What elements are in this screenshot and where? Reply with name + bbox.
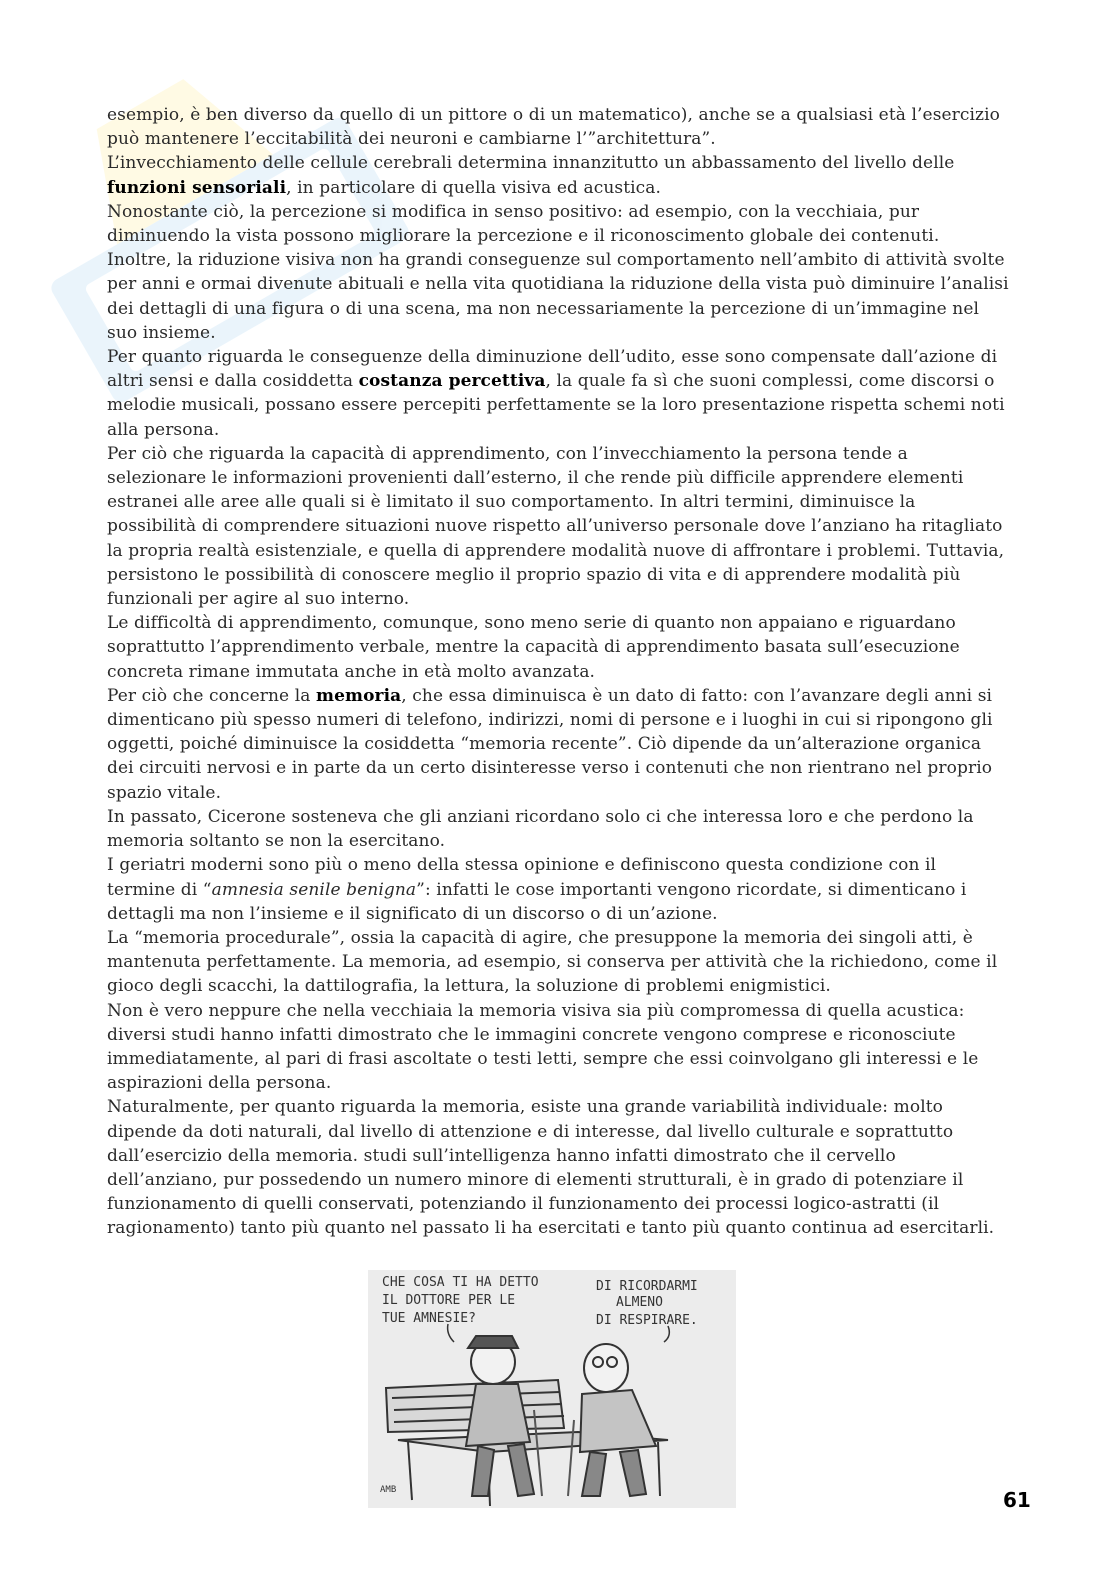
paragraph: Per ciò che riguarda la capacità di apprendimento, con l’invecchiamento la persona tende a selezionare le informazioni provenienti dall’esterno, il che rende più difficile apprendere elementi estranei alle aree alle quali si è limitato il suo comportamento. In altri termini, diminuisce la possibilità di comprendere situazioni nuove rispetto all’universo personale dove l’anziano ha ritagliato la propria realtà esistenziale, e quella di apprendere modalità nuove di affrontare i problemi. Tuttavia, persistono le possibilità di conoscere meglio il proprio spazio di vita e di apprendere modalità più funzionali per agire al suo interno. (107, 443, 1005, 610)
paragraph: La “memoria procedurale”, ossia la capacità di agire, che presuppone la memoria dei singoli atti, è mantenuta perfettamente. La memoria, ad esempio, si conserva per attività che la richiedono, come il gioco degli scacchi, la dattilografia, la lettura, la soluzione di problemi enigmistici. (107, 927, 998, 997)
paragraph: In passato, Cicerone sosteneva che gli anziani ricordano solo ci che interessa loro e che perdono la memoria soltanto se non la esercitano. (107, 806, 974, 852)
paragraph: Nonostante ciò, la percezione si modifica in senso positivo: ad esempio, con la vecchiaia, pur diminuendo la vista possono migliorare la percezione e il riconoscimento globale dei contenuti. Inoltre, la riduzione visiva non ha grandi conseguenze sul comportamento nell’ambito di attività svolte per anni e ormai divenute abituali e nella vita quotidiana la riduzione della vista può diminuire l’analisi dei dettagli di una figura o di una scena, ma non necessariamente la percezione di un’immagine nel suo insieme. (107, 201, 1009, 343)
page-number: 61 (1003, 1488, 1031, 1512)
speech-left-line-2: IL DOTTORE PER LE (382, 1293, 516, 1308)
paragraph: Per quanto riguarda le conseguenze della diminuzione dell’udito, esse sono compensate dall’azione di altri sensi e dalla cosiddetta costanza percettiva, la quale fa sì che suoni complessi, come discorsi o melodie musicali, possano essere percepiti perfettamente se la loro presentazione rispetta schemi noti alla persona. (107, 347, 1005, 440)
bold-term: costanza percettiva (358, 371, 546, 392)
cartoon-illustration (368, 1270, 736, 1508)
speech-left-line-3: TUE AMNESIE? (382, 1311, 476, 1326)
paragraph: esempio, è ben diverso da quello di un pittore o di un matematico), anche se a qualsiasi età l’esercizio può mantenere l’eccitabilità dei neuroni e cambiarne l’”architettura”. (107, 105, 1000, 150)
paragraph: Naturalmente, per quanto riguarda la memoria, esiste una grande variabilità individuale: molto dipende da doti naturali, dal livello di attenzione e di interesse, dal livello culturale e soprattutto dall’esercizio della memoria. studi sull’intelligenza hanno infatti dimostrato che il cervello dell’anziano, pur possedendo un numero minore di elementi strutturali, è in grado di potenziare il funzionamento di quelli conservati, potenziando il funzionamento dei processi logico-astratti (il ragionamento) tanto più quanto nel passato li ha esercitati e tanto più quanto continua ad esercitarli. (107, 1097, 995, 1239)
bold-term: memoria (316, 685, 402, 706)
body-text (107, 103, 1009, 1241)
speech-right-line-1: DI RICORDARMI (596, 1279, 698, 1294)
speech-right-line-3: DI RESPIRARE. (596, 1313, 698, 1328)
cartoon-signature: AMB (380, 1485, 397, 1495)
paragraph: L’invecchiamento delle cellule cerebrali determina innanzitutto un abbassamento del livello delle funzioni sensoriali, in particolare di quella visiva ed acustica. (107, 153, 955, 198)
speech-left-line-1: CHE COSA TI HA DETTO (382, 1275, 539, 1290)
bold-term: funzioni sensoriali (107, 177, 287, 198)
paragraph: Per ciò che concerne la memoria, che essa diminuisca è un dato di fatto: con l’avanzare degli anni si dimenticano più spesso numeri di telefono, indirizzi, nomi di persone e i luoghi in cui si ripongono gli oggetti, poiché diminuisce la cosiddetta “memoria recente”. Ciò dipende da un’alterazione organica dei circuiti nervosi e in parte da un certo disinteresse verso i contenuti che non rientrano nel proprio spazio vitale. (107, 685, 993, 803)
paragraph: I geriatri moderni sono più o meno della stessa opinione e definiscono questa condizione con il termine di “amnesia senile benigna”: infatti le cose importanti vengono ricordate, si dimenticano i dettagli ma non l’insieme e il significato di un discorso o di un’azione. (107, 855, 967, 924)
speech-right-line-2: ALMENO (616, 1295, 663, 1310)
paragraph: Non è vero neppure che nella vecchiaia la memoria visiva sia più compromessa di quella acustica: diversi studi hanno infatti dimostrato che le immagini concrete vengono comprese e riconosciute immediatamente, al pari di frasi ascoltate o testi letti, sempre che essi coinvolgano gli interessi e le aspirazioni della persona. (107, 1000, 979, 1094)
italic-term: amnesia senile benigna (211, 879, 417, 900)
paragraph: Le difficoltà di apprendimento, comunque, sono meno serie di quanto non appaiano e riguardano soprattutto l’apprendimento verbale, mentre la capacità di apprendimento basata sull’esecuzione concreta rimane immutata anche in età molto avanzata. (107, 613, 960, 682)
